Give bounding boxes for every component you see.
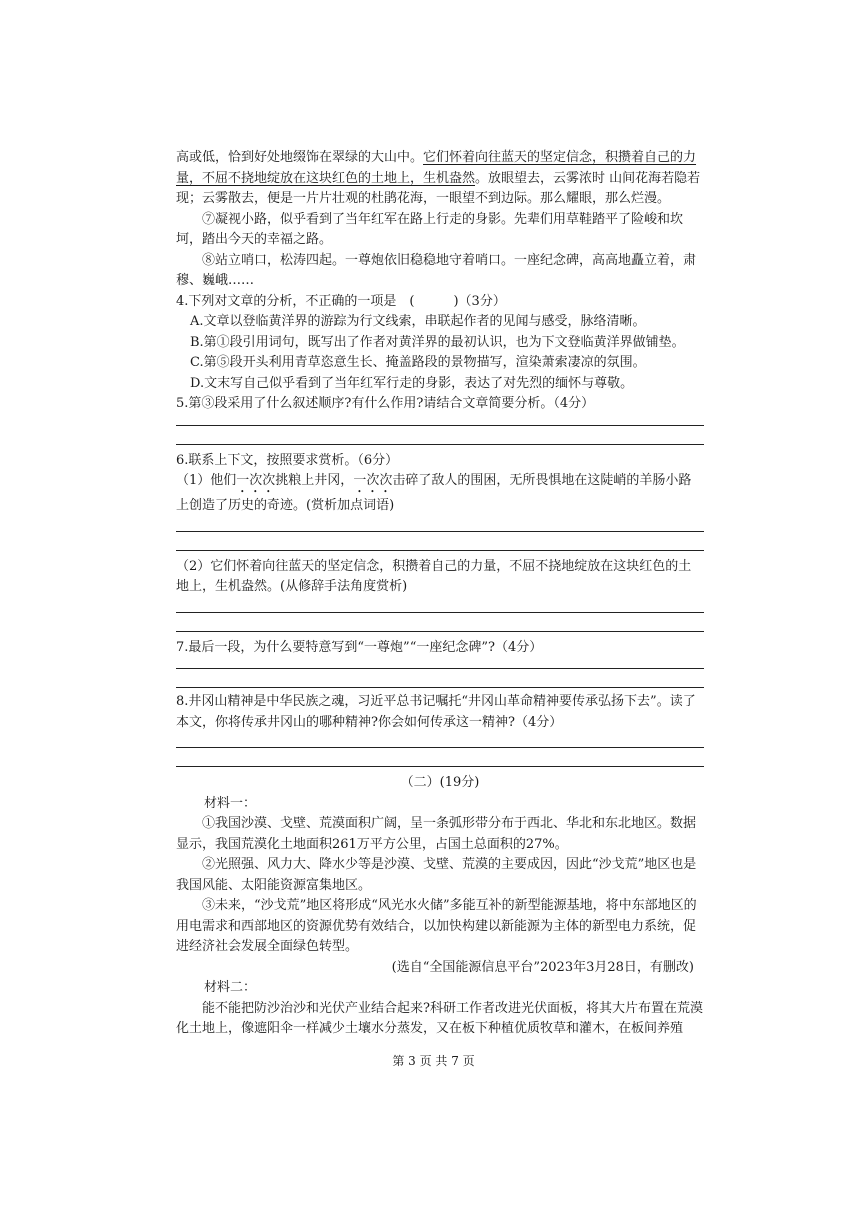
material-1-paragraph-3: ③未来，“沙戈荒”地区将形成“风光水火储”多能互补的新型能源基地，将中东部地区的用电需求和西部地区的资源优势有效结合，以加快构建以新能源为主体的新型电力系统，促进经济社会发展全面绿色转型。 [176, 898, 697, 954]
question-7-stem: 7.最后一段，为什么要特意写到“一尊炮”“一座纪念碑”?（4分） [176, 639, 543, 655]
material-1-title: 材料一： [204, 795, 257, 811]
material-1-paragraph-1: ①我国沙漠、戈壁、荒漠面积广阔，呈一条弧形带分布于西北、华北和东北地区。数据显示，我国荒漠化土地面积261万平方公里，占国土总面积的27%。 [176, 816, 697, 852]
sentence-text: （1）他们 [176, 473, 237, 488]
material-2-paragraph-1: 能不能把防沙治沙和光伏产业结合起来?科研工作者改进光伏面板，将其大片布置在荒漠化土地上，像遮阳伞一样减少土壤水分蒸发，又在板下种植优质牧草和灌木，在板间养殖 [176, 1000, 703, 1036]
passage-paragraph-7: ⑦凝视小路，似乎看到了当年红军在路上行走的身影。先辈们用草鞋踏平了险峻和坎坷，踏出今天的幸福之路。 [176, 211, 684, 247]
passage-text: 高或低，恰到好处地缀饰在翠绿的大山中。 [176, 150, 424, 165]
question-4-option-d: D.文末写自己似乎看到了当年红军行走的身影，表达了对先烈的缅怀与尊敬。 [190, 375, 634, 391]
passage-paragraph-6 [176, 148, 704, 210]
section-2-heading: （二）(19分) [400, 775, 480, 790]
material-2-title: 材料二： [204, 980, 257, 995]
question-6-stem: 6.联系上下文，按照要求赏析。（6分） [176, 452, 399, 468]
page-content [176, 148, 704, 1040]
passage-text: 。放眼望去，云雾浓时 山间花海若隐若现；云雾散去，便是一片片壮观的杜鹃花海，一眼望不到边际。那么耀眼，那么烂漫。 [176, 170, 701, 206]
material-1-source: (选自“全国能源信息平台”2023年3月28日，有删改) [391, 959, 694, 975]
underlined-sentence: 它们怀着向往蓝天的坚定信念，积攒着自己的力量，不屈不挠地绽放在这块红色的土地上，生机盎然 [176, 150, 697, 186]
passage-paragraph-8: ⑧站立哨口，松涛四起。一尊炮依旧稳稳地守着哨口。一座纪念碑，高高地矗立着，肃穆、巍峨…… [176, 252, 697, 288]
sentence-text: 击碎了敌人的围困，无所畏惧地在这陡峭的羊肠小路上创造了历史的奇迹。(赏析加点词语) [176, 473, 692, 513]
sentence-text: 挑粮上井冈， [275, 473, 354, 488]
question-4-option-c: C.第⑤段开头利用青草恣意生长、掩盖路段的景物描写，渲染萧索凄凉的氛围。 [190, 355, 646, 370]
question-4-stem: 4.下列对文章的分析，不正确的一项是 ( )（3分） [176, 293, 506, 309]
dotted-word: 一次次 [236, 473, 276, 488]
material-1-paragraph-2: ②光照强、风力大、降水少等是沙漠、戈壁、荒漠的主要成因，因此“沙戈荒”地区也是我国风能、太阳能资源富集地区。 [176, 857, 697, 893]
question-4-option-b: B.第①段引用词句，既写出了作者对黄洋界的最初认识，也为下文登临黄洋界做铺垫。 [190, 334, 685, 350]
question-6-sentence-1 [176, 471, 704, 517]
page-footer: 第 3 页 共 7 页 [392, 1054, 475, 1068]
question-5-stem: 5.第③段采用了什么叙述顺序?有什么作用?请结合文章简要分析。（4分） [176, 396, 595, 411]
question-4-option-a: A.文章以登临黄洋界的游踪为行文线索，串联起作者的见闻与感受，脉络清晰。 [190, 314, 646, 329]
dotted-word: 一次次 [353, 473, 393, 488]
question-6-sentence-2: （2）它们怀着向往蓝天的坚定信念，积攒着自己的力量，不屈不挠地绽放在这块红色的土地上，生机盎然。(从修辞手法角度赏析) [176, 558, 692, 594]
question-8-stem: 8.井冈山精神是中华民族之魂，习近平总书记嘱托“井冈山革命精神要传承弘扬下去”。读了本文，你将传承井冈山的哪种精神?你会如何传承这一精神?（4分） [176, 694, 696, 730]
